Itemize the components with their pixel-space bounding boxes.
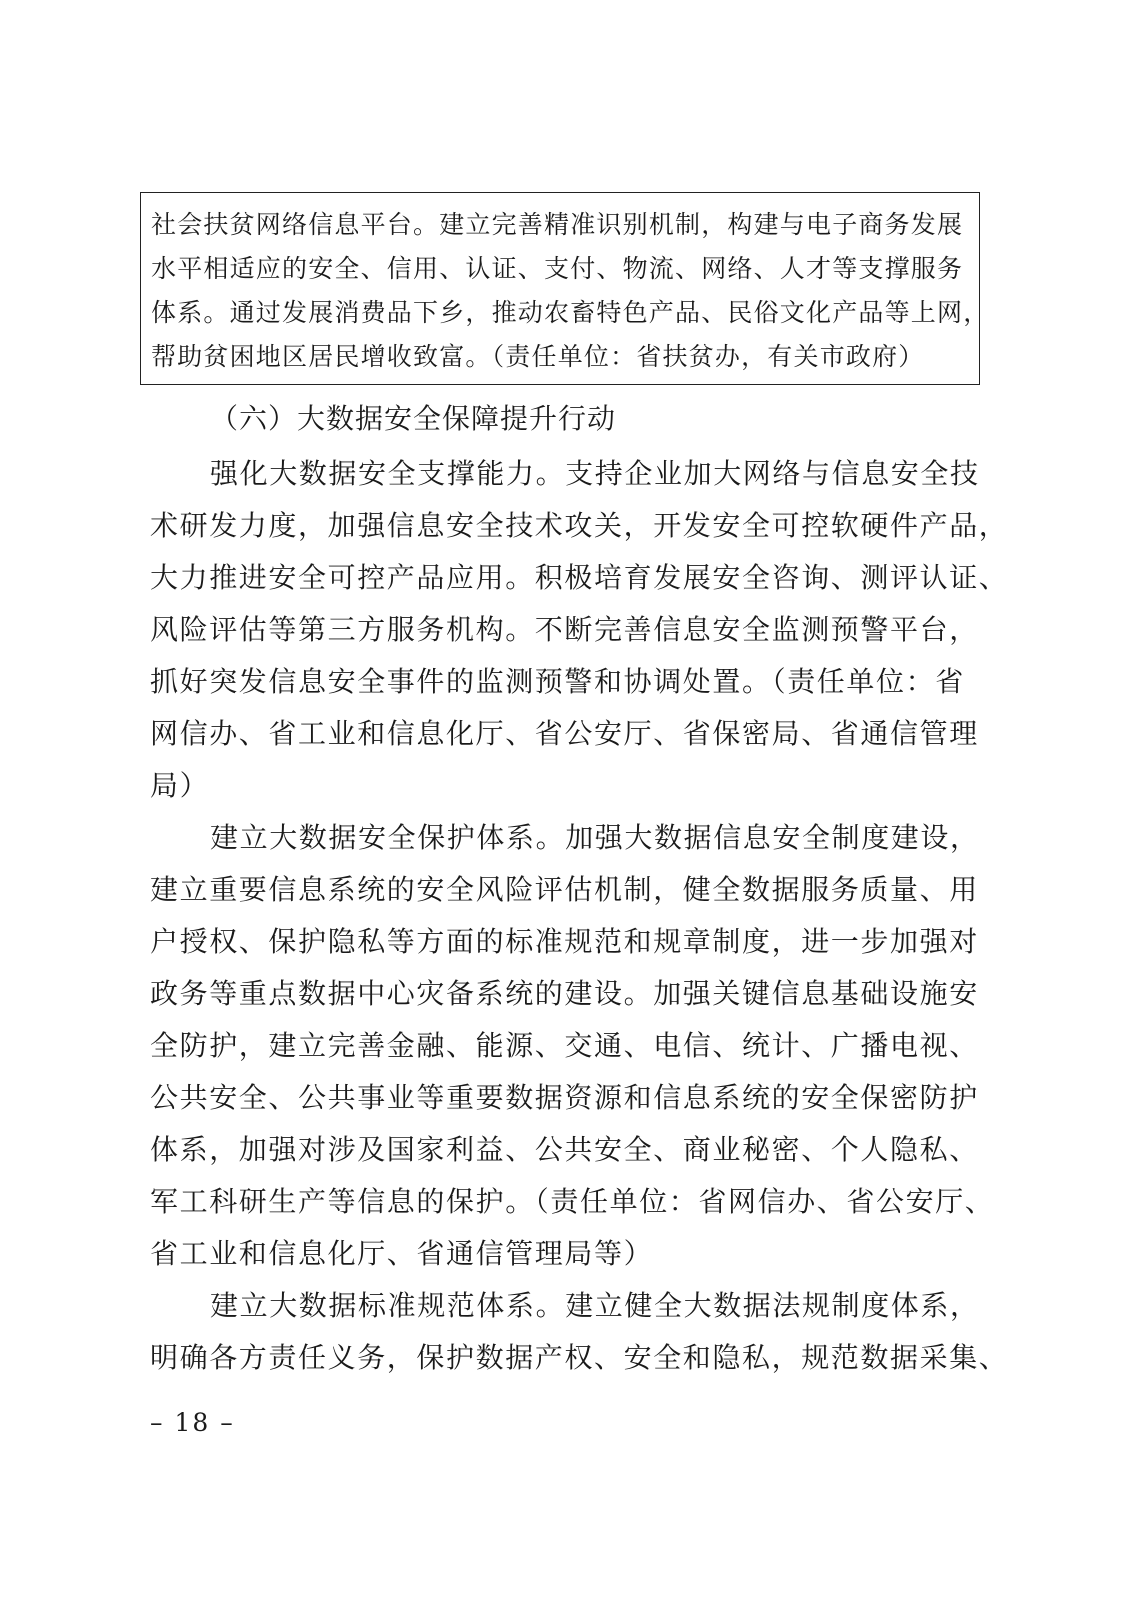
paragraph-line: 公共安全、公共事业等重要数据资源和信息系统的安全保密防护: [150, 1081, 979, 1114]
paragraph-line: 建立重要信息系统的安全风险评估机制，健全数据服务质量、用: [150, 873, 979, 906]
paragraph-standards: [150, 1280, 1009, 1384]
paragraph-line: 体系，加强对涉及国家利益、公共安全、商业秘密、个人隐私、: [150, 1133, 979, 1166]
section-heading: （六）大数据安全保障提升行动: [210, 402, 617, 435]
boxed-text-line: 体系。通过发展消费品下乡，推动农畜特色产品、民俗文化产品等上网，: [151, 298, 990, 327]
paragraph-line: 全防护，建立完善金融、能源、交通、电信、统计、广播电视、: [150, 1029, 979, 1062]
paragraph-line: 军工科研生产等信息的保护。（责任单位：省网信办、省公安厅、: [150, 1185, 995, 1218]
boxed-text-line: 帮助贫困地区居民增收致富。（责任单位：省扶贫办，有关市政府）: [151, 342, 925, 371]
paragraph-line: 大力推进安全可控产品应用。积极培育发展安全咨询、测评认证、: [150, 561, 1009, 594]
paragraph-line: 风险评估等第三方服务机构。不断完善信息安全监测预警平台，: [150, 613, 979, 646]
page-number: – 18 –: [150, 1408, 235, 1437]
boxed-continuation-text: [140, 192, 990, 385]
paragraph-line: 政务等重点数据中心灾备系统的建设。加强关键信息基础设施安: [150, 977, 979, 1010]
paragraph-line: 建立大数据标准规范体系。建立健全大数据法规制度体系，: [210, 1289, 980, 1322]
paragraph-line: 局）: [150, 769, 210, 802]
boxed-text-line: 社会扶贫网络信息平台。建立完善精准识别机制，构建与电子商务发展: [151, 210, 964, 239]
boxed-text-line: 水平相适应的安全、信用、认证、支付、物流、网络、人才等支撑服务: [151, 254, 964, 283]
paragraph-line: 建立大数据安全保护体系。加强大数据信息安全制度建设，: [210, 821, 980, 854]
paragraph-line: 术研发力度，加强信息安全技术攻关，开发安全可控软硬件产品，: [150, 509, 1009, 542]
paragraph-security-support: [150, 448, 1009, 812]
paragraph-line: 抓好突发信息安全事件的监测预警和协调处置。（责任单位：省: [150, 665, 965, 698]
paragraph-line: 强化大数据安全支撑能力。支持企业加大网络与信息安全技: [210, 457, 980, 490]
paragraph-line: 网信办、省工业和信息化厅、省公安厅、省保密局、省通信管理: [150, 717, 979, 750]
paragraph-security-protection: [150, 812, 995, 1280]
paragraph-line: 户授权、保护隐私等方面的标准规范和规章制度，进一步加强对: [150, 925, 979, 958]
paragraph-line: 省工业和信息化厅、省通信管理局等）: [150, 1237, 654, 1270]
paragraph-line: 明确各方责任义务，保护数据产权、安全和隐私，规范数据采集、: [150, 1341, 1009, 1374]
